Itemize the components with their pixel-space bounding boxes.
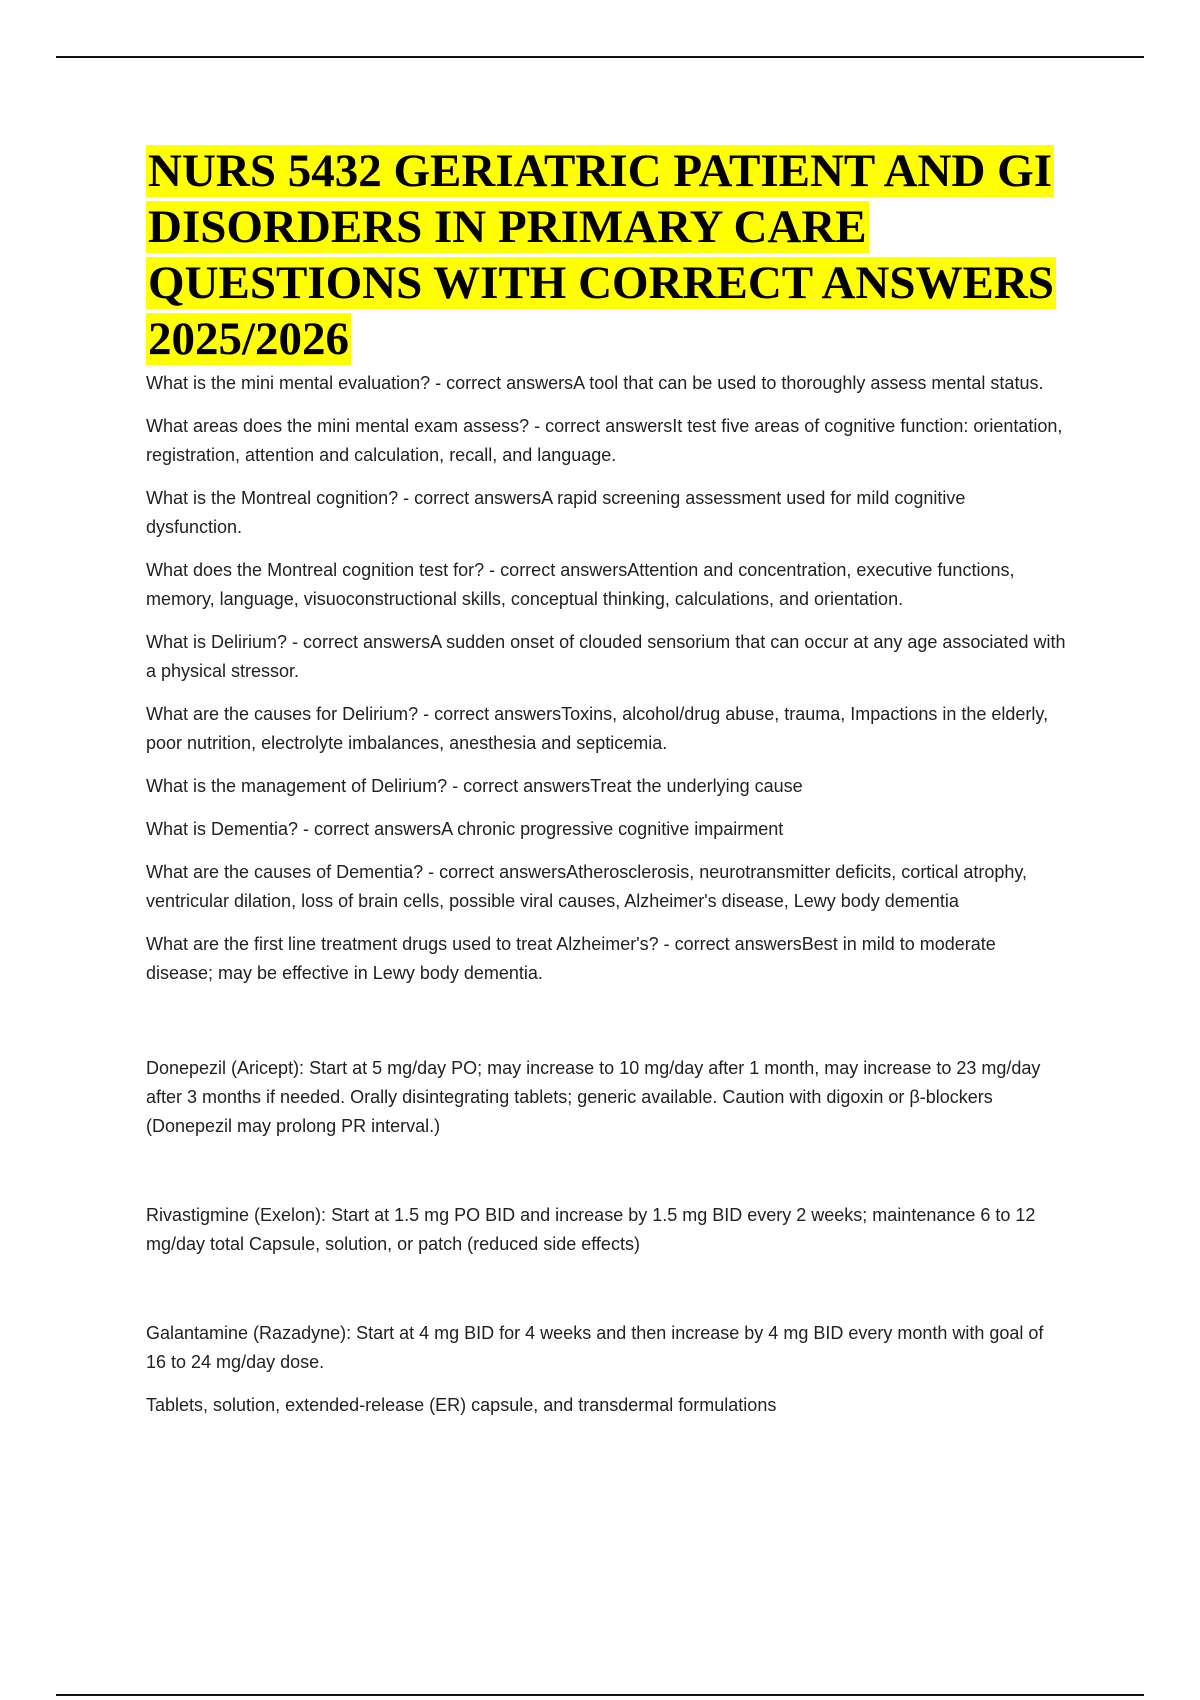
qa-item: What is the Montreal cognition? - correct answersA rapid screening assessment used for mild cognitive dysfunction. [146,488,966,537]
qa-item: What are the causes of Dementia? - correct answersAtherosclerosis, neurotransmitter deficits, cortical atrophy, ventricular dilation, loss of brain cells, possible viral causes, Alzheimer's disease, Lewy body dementia [146,862,1028,911]
header-rule [56,56,1144,58]
formulations-paragraph: Tablets, solution, extended-release (ER) capsule, and transdermal formulations [146,1395,777,1415]
qa-item: What is Delirium? - correct answersA sudden onset of clouded sensorium that can occur at any age associated with a physical stressor. [146,632,1066,681]
footer-rule [56,1694,1144,1696]
document-title [146,143,1066,367]
donepezil-paragraph: Donepezil (Aricept): Start at 5 mg/day PO; may increase to 10 mg/day after 1 month, may increase to 23 mg/day after 3 months if needed. Orally disintegrating tablets; generic available. Caution with digoxin or β-blockers (Donepezil may prolong PR interval.) [146,1058,1041,1136]
qa-item: What are the first line treatment drugs used to treat Alzheimer's? - correct answersBest in mild to moderate disease; may be effective in Lewy body dementia. [146,934,996,983]
qa-item: What is Dementia? - correct answersA chronic progressive cognitive impairment [146,819,784,839]
qa-list [146,369,1066,988]
qa-item: What are the causes for Delirium? - correct answersToxins, alcohol/drug abuse, trauma, Impactions in the elderly, poor nutrition, electrolyte imbalances, anesthesia and septicemia. [146,704,1049,753]
document-page [146,143,1066,1420]
galantamine-paragraph: Galantamine (Razadyne): Start at 4 mg BID for 4 weeks and then increase by 4 mg BID every month with goal of 16 to 24 mg/day dose. [146,1323,1044,1372]
qa-item: What does the Montreal cognition test for? - correct answersAttention and concentration, executive functions, memory, language, visuoconstructional skills, conceptual thinking, calculations, and orientation. [146,560,1015,609]
title-highlight: NURS 5432 GERIATRIC PATIENT AND GI DISORDERS IN PRIMARY CARE QUESTIONS WITH CORRECT ANSWERS 2025/2026 [148,145,1054,365]
qa-item: What is the mini mental evaluation? - correct answersA tool that can be used to thoroughly assess mental status. [146,373,1044,393]
qa-item: What is the management of Delirium? - correct answersTreat the underlying cause [146,776,803,796]
qa-item: What areas does the mini mental exam assess? - correct answersIt test five areas of cognitive function: orientation, registration, attention and calculation, recall, and language. [146,416,1063,465]
rivastigmine-paragraph: Rivastigmine (Exelon): Start at 1.5 mg PO BID and increase by 1.5 mg BID every 2 weeks; maintenance 6 to 12 mg/day total Capsule, solution, or patch (reduced side effects) [146,1205,1036,1254]
